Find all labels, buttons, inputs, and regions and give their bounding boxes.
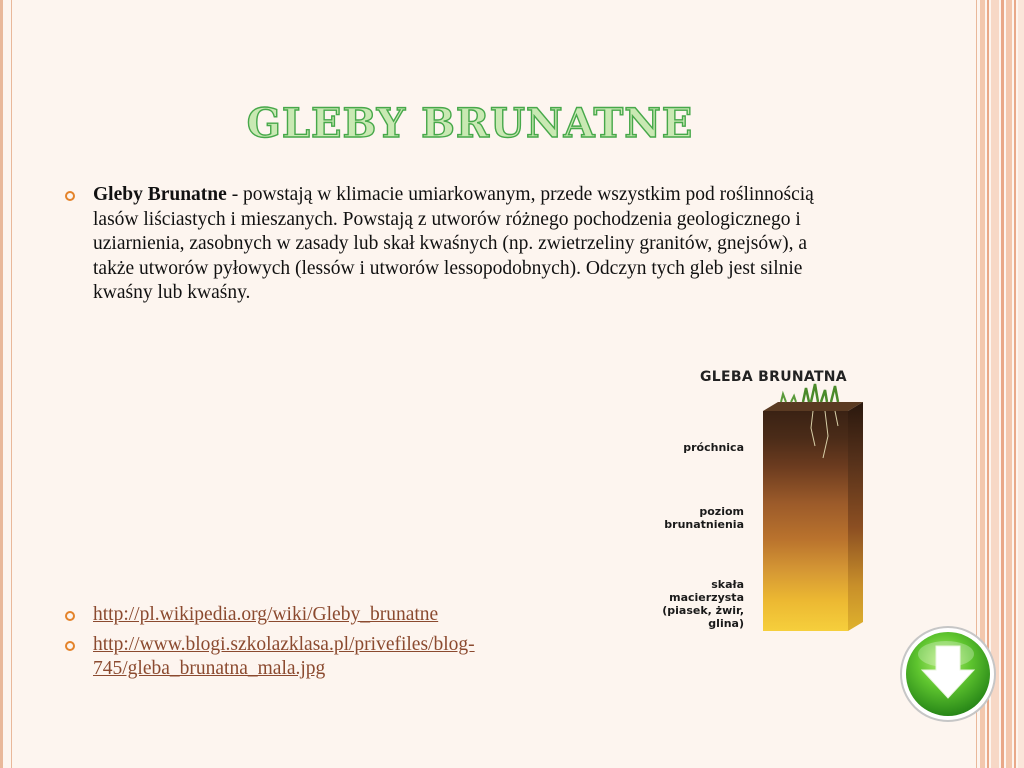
source-links — [63, 603, 623, 687]
figure-title: GLEBA BRUNATNA — [700, 369, 847, 385]
label-parent-line3: (piasek, żwir, — [662, 604, 744, 617]
description-text: - powstają w klimacie umiarkowanym, przede wszystkim pod roślinnością lasów liściastych i mieszanych. Powstają z utworów różnego pochodzenia geologicznego i uziarnienia, zasobnych w zasady lub skał kwaśnych (np. zwietrzeliny granitów, gnejsów), a także utworów pyłowych (lessów i utworów lessopodobnych). Odczyn tych gleb jest silnie kwaśny lub kwaśny. — [93, 184, 814, 303]
bullet-icon — [65, 611, 75, 621]
bullet-icon — [65, 641, 75, 651]
next-slide-button[interactable] — [898, 624, 998, 724]
label-horizon-line2: brunatnienia — [664, 518, 744, 531]
image-source-link[interactable]: http://www.blogi.szkolazklasa.pl/privefiles/blog-745/gleba_brunatna_mala.jpg — [93, 634, 475, 679]
list-item — [63, 603, 623, 627]
term-label: Gleby Brunatne — [93, 184, 227, 205]
label-parent-rock — [650, 578, 744, 630]
list-item — [63, 183, 843, 306]
content-list — [63, 183, 843, 306]
label-horizon-line1: poziom — [699, 505, 744, 518]
label-parent-line1: skała — [711, 578, 744, 591]
wikipedia-link[interactable]: http://pl.wikipedia.org/wiki/Gleby_brunatne — [93, 604, 439, 625]
list-item — [63, 633, 623, 681]
label-horizon — [660, 505, 744, 531]
slide-title: GLEBY BRUNATNE — [246, 100, 694, 147]
label-parent-line2: macierzysta — [669, 591, 744, 604]
label-humus: próchnica — [683, 441, 744, 454]
label-parent-line4: glina) — [708, 617, 744, 630]
bullet-icon — [65, 191, 75, 201]
